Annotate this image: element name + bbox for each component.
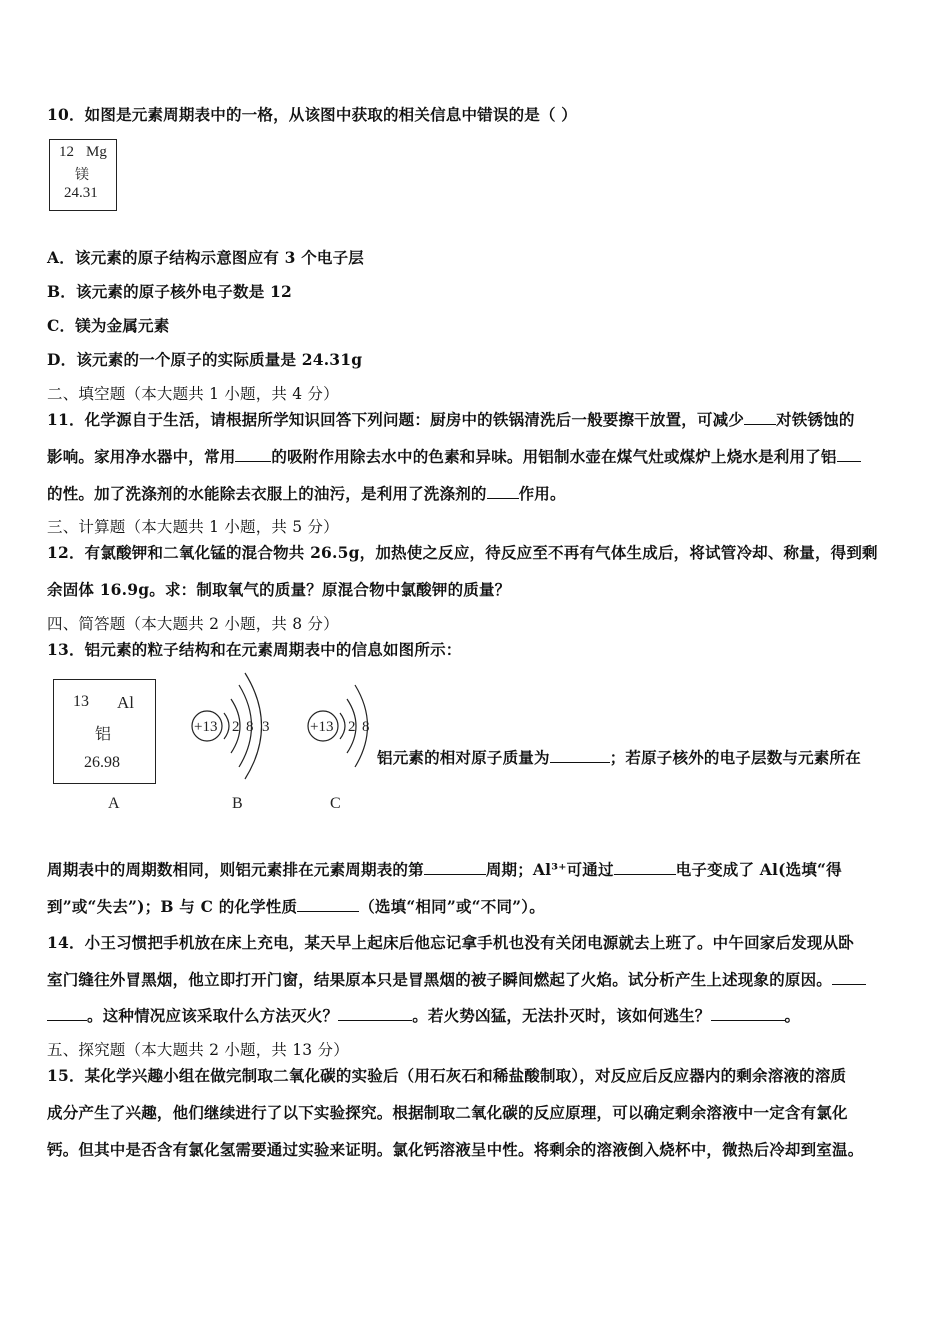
diagram-b-shell-3: 3 xyxy=(262,719,270,735)
q11-line-3: 的性。加了洗涤剂的水能除去衣服上的油污，是利用了洗涤剂的 作用。 xyxy=(47,484,566,503)
q13-stem: 13．铝元素的粒子结构和在元素周期表中的信息如图所示： xyxy=(47,640,462,659)
diagram-b-nucleus: +13 xyxy=(194,719,218,735)
q14-blank-1a[interactable] xyxy=(832,970,866,985)
q13-blank-mass[interactable] xyxy=(550,748,610,763)
q12-line-1: 12．有氯酸钾和二氧化锰的混合物共 26.5g，加热使之反应，待反应至不再有气体生成后，将试管冷却、称量，得到剩 xyxy=(47,543,878,562)
q10-option-c: C．镁为金属元素 xyxy=(47,316,170,335)
diagram-b-shell-1: 2 xyxy=(232,719,240,735)
q13-line-3: 到”或“失去”)；B 与 C 的化学性质 （选填“相同”或“不同”）。 xyxy=(47,897,545,916)
al-atomic-mass: 26.98 xyxy=(84,754,120,771)
diagram-c-shell-2: 8 xyxy=(362,719,370,735)
q15-line-2: 成分产生了兴趣，他们继续进行了以下实验探究。根据制取二氧化碳的反应原理，可以确定剩余溶液中一定含有氯化 xyxy=(47,1103,848,1122)
diagram-c-nucleus: +13 xyxy=(310,719,334,735)
mg-symbol: Mg xyxy=(86,144,107,160)
q14-line-1: 14．小王习惯把手机放在床上充电，某天早上起床后他忘记拿手机也没有关闭电源就去上班了。中午回家后发现从卧 xyxy=(47,933,854,952)
mg-atomic-mass: 24.31 xyxy=(64,185,98,201)
q11-line-2: 影响。家用净水器中，常用 的吸附作用除去水中的色素和异味。用铝制水壶在煤气灶或煤炉上烧水是利用了铝 xyxy=(47,445,861,467)
mg-element-cell xyxy=(49,139,117,211)
q14-blank-3[interactable] xyxy=(711,1006,785,1021)
q10-option-d: D．该元素的一个原子的实际质量是 24.31g xyxy=(47,350,363,369)
q11-blank-3[interactable] xyxy=(837,447,861,462)
diagram-c-shell-1: 2 xyxy=(348,719,356,735)
al-symbol: Al xyxy=(117,693,134,712)
q10-stem: 10．如图是元素周期表中的一格，从该图中获取的相关信息中错误的是（ ） xyxy=(47,105,577,124)
q15-line-1: 15．某化学兴趣小组在做完制取二氧化碳的实验后（用石灰石和稀盐酸制取），对反应后反应器内的剩余溶液的溶质 xyxy=(47,1066,847,1085)
mg-name: 镁 xyxy=(75,168,89,183)
q12-line-2: 余固体 16.9g。求：制取氧气的质量？原混合物中氯酸钾的质量？ xyxy=(47,580,511,599)
q14-blank-2[interactable] xyxy=(338,1006,412,1021)
q14-line-3: 。这种情况应该采取什么方法灭火？ 。若火势凶猛，无法扑灭时，该如何逃生？ 。 xyxy=(47,1004,800,1026)
al-name: 铝 xyxy=(95,726,112,743)
figure-label-c: C xyxy=(330,795,341,812)
q15-line-3: 钙。但其中是否含有氯化氢需要通过实验来证明。氯化钙溶液呈中性。将剩余的溶液倒入烧杯中，微热后冷却到室温。 xyxy=(47,1140,864,1159)
q14-blank-1b[interactable] xyxy=(47,1006,87,1021)
section-3-heading: 三、计算题（本大题共 1 小题，共 5 分） xyxy=(47,518,339,536)
q11-blank-1[interactable] xyxy=(744,410,776,425)
q14-line-2: 室门缝往外冒黑烟，他立即打开门窗，结果原本只是冒黑烟的被子瞬间燃起了火焰。试分析产生上述现象的原因。 xyxy=(47,968,866,990)
al-element-cell xyxy=(53,679,156,784)
q10-option-a: A．该元素的原子结构示意图应有 3 个电子层 xyxy=(47,248,365,267)
figure-label-b: B xyxy=(232,795,243,812)
section-2-heading: 二、填空题（本大题共 1 小题，共 4 分） xyxy=(47,385,339,403)
al-atomic-number: 13 xyxy=(73,693,89,710)
q13-line-2: 周期表中的周期数相同，则铝元素排在元素周期表的第 周期；Al³⁺可通过 电子变成了 Al(选填“得 xyxy=(47,860,842,879)
q11-blank-2[interactable] xyxy=(235,447,271,462)
section-5-heading: 五、探究题（本大题共 2 小题，共 13 分） xyxy=(47,1041,349,1059)
q13-side-text: 铝元素的相对原子质量为 ；若原子核外的电子层数与元素所在 xyxy=(377,748,861,767)
atom-structure-diagrams xyxy=(185,665,385,795)
q13-blank-property[interactable] xyxy=(297,897,359,912)
diagram-b-shell-2: 8 xyxy=(246,719,254,735)
section-4-heading: 四、简答题（本大题共 2 小题，共 8 分） xyxy=(47,615,339,633)
q13-blank-period[interactable] xyxy=(424,860,486,875)
q11-line-1: 11．化学源自于生活，请根据所学知识回答下列问题：厨房中的铁锅清洗后一般要擦干放置，可减少 对铁锈蚀的 xyxy=(47,410,855,429)
q11-blank-4[interactable] xyxy=(487,484,519,499)
mg-atomic-number: 12 xyxy=(59,144,74,160)
figure-label-a: A xyxy=(108,795,120,812)
q13-blank-electron[interactable] xyxy=(614,860,676,875)
q10-option-b: B．该元素的原子核外电子数是 12 xyxy=(47,282,292,301)
